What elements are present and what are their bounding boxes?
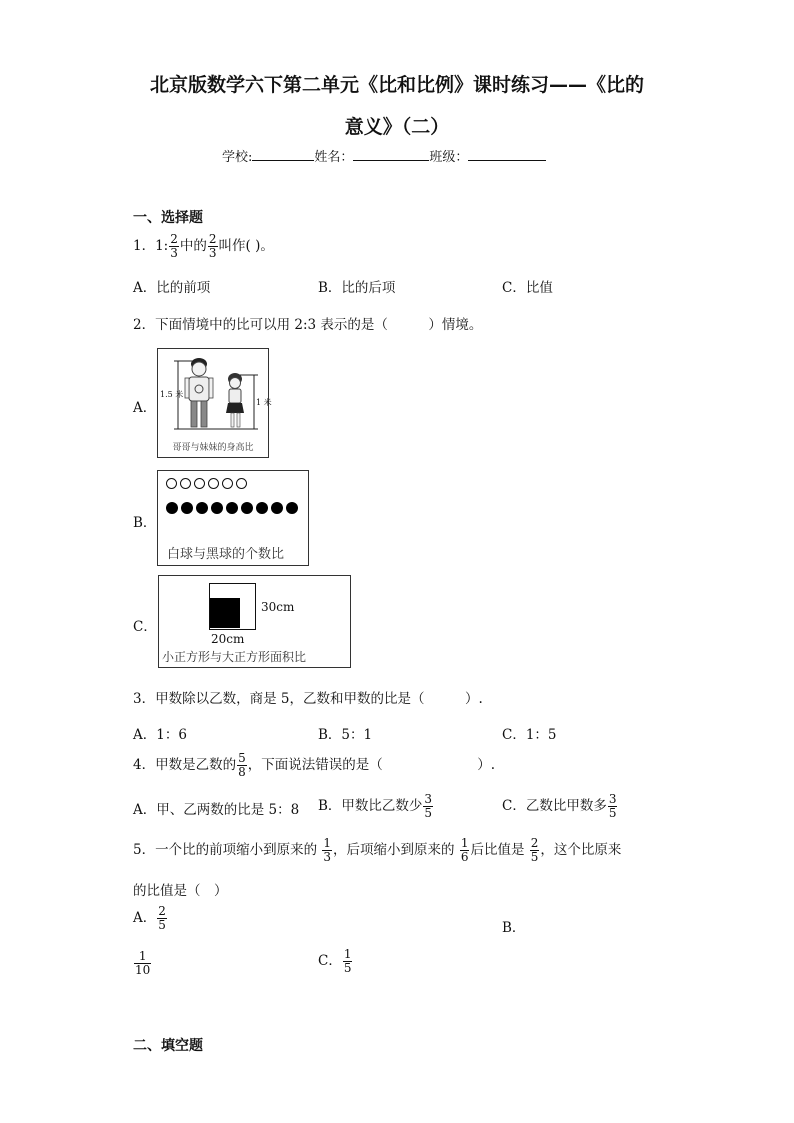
q5-fraction-3: $\frac{2}{5}$ bbox=[530, 836, 539, 865]
q2-option-b-caption: 白球与黑球的个数比 bbox=[167, 547, 285, 562]
black-ball bbox=[226, 502, 238, 514]
q4-option-b[interactable]: B．甲数比乙数少 $\frac{3}{5}$ bbox=[318, 792, 433, 821]
q1-mid: 中的 bbox=[179, 238, 207, 255]
question-1 bbox=[133, 233, 274, 260]
q2-option-c-label[interactable]: C． bbox=[133, 619, 157, 635]
brother-height-label: 1.5 米 bbox=[160, 390, 184, 399]
sister-figure bbox=[226, 373, 244, 427]
siblings-height-illustration bbox=[158, 349, 272, 457]
q1-fraction-a: $\frac{2}{3}$ bbox=[170, 232, 178, 261]
student-info-line bbox=[222, 146, 546, 165]
q5-option-a[interactable]: A． $\frac{2}{5}$ bbox=[133, 904, 166, 933]
brother-figure bbox=[185, 358, 213, 427]
section-title-fill-blank: 二、填空题 bbox=[133, 1038, 203, 1054]
q1-fraction-b: $\frac{2}{3}$ bbox=[208, 232, 217, 261]
q1-prefix: 1．1: bbox=[133, 238, 169, 255]
q4-suffix: ，下面说法错误的是（ ）. bbox=[247, 757, 496, 774]
name-label: 姓名： bbox=[314, 150, 354, 165]
q1-option-c[interactable]: C．比值 bbox=[502, 280, 553, 296]
q2-option-c-image[interactable] bbox=[158, 575, 351, 668]
big-square-side-label: 30cm bbox=[261, 600, 295, 614]
question-4 bbox=[133, 752, 495, 779]
q2-option-b-label[interactable]: B． bbox=[133, 515, 157, 531]
white-ball bbox=[180, 478, 191, 489]
school-label: 学校: bbox=[222, 150, 253, 165]
black-ball bbox=[181, 502, 193, 514]
q5-fraction-2: $\frac{1}{6}$ bbox=[460, 836, 469, 865]
q2-option-c-caption: 小正方形与大正方形面积比 bbox=[162, 650, 307, 664]
q5-option-c-fraction: $\frac{1}{5}$ bbox=[343, 947, 352, 976]
q5-line-2: 的比值是（ ） bbox=[133, 883, 228, 899]
black-balls-row bbox=[166, 499, 301, 518]
q1-suffix: 叫作( )。 bbox=[218, 238, 274, 255]
q4-option-c[interactable]: C．乙数比甲数多 $\frac{3}{5}$ bbox=[502, 792, 617, 821]
q4-prefix: 4．甲数是乙数的 bbox=[133, 757, 237, 774]
q2-option-a-caption: 哥哥与妹妹的身高比 bbox=[172, 443, 254, 453]
question-3: 3．甲数除以乙数，商是 5，乙数和甲数的比是（ ）. bbox=[133, 691, 483, 707]
q5-option-b-fraction: $\frac{1}{10}$ bbox=[135, 949, 151, 978]
name-field[interactable] bbox=[353, 147, 429, 161]
white-ball bbox=[208, 478, 219, 489]
class-field[interactable] bbox=[468, 147, 546, 161]
black-ball bbox=[166, 502, 178, 514]
black-ball bbox=[211, 502, 223, 514]
q2-option-a-label[interactable]: A． bbox=[133, 400, 157, 416]
white-ball bbox=[194, 478, 205, 489]
school-field[interactable] bbox=[252, 147, 314, 161]
q3-option-b[interactable]: B．5：1 bbox=[318, 727, 373, 743]
question-2: 2．下面情境中的比可以用 2:3 表示的是（ ）情境。 bbox=[133, 317, 483, 333]
black-ball bbox=[286, 502, 298, 514]
q4-fraction: $\frac{5}{8}$ bbox=[238, 751, 246, 780]
q2-option-b-image[interactable] bbox=[157, 470, 309, 566]
small-square bbox=[210, 598, 240, 628]
q4-option-c-fraction: $\frac{3}{5}$ bbox=[608, 792, 617, 821]
q4-option-b-fraction: $\frac{3}{5}$ bbox=[424, 792, 433, 821]
question-5: 5．一个比的前项缩小到原来的 $\frac{1}{3}$ ，后项缩小到原来的 $\frac{1}{6}$ 后比值是 $\frac{2}{5}$ ，这个比原来 bbox=[133, 836, 622, 865]
q5-option-a-fraction: $\frac{2}{5}$ bbox=[158, 904, 166, 933]
q1-option-b[interactable]: B．比的后项 bbox=[318, 280, 396, 296]
q2-option-a-image[interactable] bbox=[157, 348, 272, 458]
q1-option-a[interactable]: A．比的前项 bbox=[133, 280, 211, 296]
q3-option-c[interactable]: C．1：5 bbox=[502, 727, 557, 743]
page-title-line-2: 意义》（二） bbox=[344, 116, 450, 138]
black-ball bbox=[271, 502, 283, 514]
black-ball bbox=[241, 502, 253, 514]
page-title-line-1: 北京版数学六下第二单元《比和比例》课时练习——《比的 bbox=[149, 74, 644, 96]
q3-option-a[interactable]: A．1：6 bbox=[133, 727, 187, 743]
q5-option-b-value[interactable] bbox=[133, 950, 152, 977]
class-label: 班级： bbox=[429, 150, 469, 165]
small-square-side-label: 20cm bbox=[211, 632, 245, 646]
white-ball bbox=[166, 478, 177, 489]
black-ball bbox=[196, 502, 208, 514]
white-ball bbox=[222, 478, 233, 489]
white-ball bbox=[236, 478, 247, 489]
q5-option-c[interactable]: C． $\frac{1}{5}$ bbox=[318, 947, 352, 976]
black-ball bbox=[256, 502, 268, 514]
white-balls-row bbox=[166, 474, 250, 493]
q5-option-b-label[interactable]: B． bbox=[502, 920, 526, 936]
sister-height-label: 1 米 bbox=[256, 398, 272, 407]
q4-option-a[interactable]: A．甲、乙两数的比是 5：8 bbox=[133, 802, 300, 818]
q5-fraction-1: $\frac{1}{3}$ bbox=[323, 836, 332, 865]
section-title-choice: 一、选择题 bbox=[133, 210, 203, 226]
